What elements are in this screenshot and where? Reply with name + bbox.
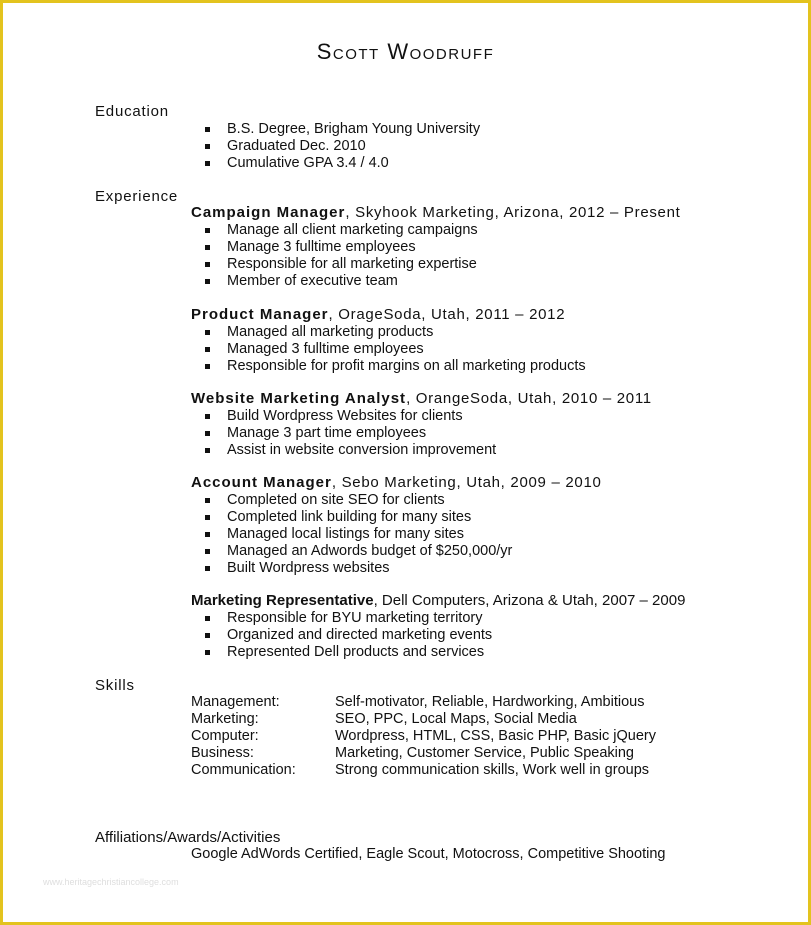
list-item: Manage 3 part time employees bbox=[203, 425, 496, 442]
list-item: B.S. Degree, Brigham Young University bbox=[203, 121, 480, 138]
bullet-icon bbox=[205, 616, 210, 621]
skill-category: Computer: bbox=[191, 728, 259, 744]
job-title-account-manager: Account Manager, Sebo Marketing, Utah, 2009 – 2010 bbox=[191, 474, 602, 491]
job-bullets bbox=[203, 492, 512, 577]
bullet-icon bbox=[205, 262, 210, 267]
skill-row bbox=[191, 694, 656, 711]
bullet-icon bbox=[205, 144, 210, 149]
bullet-icon bbox=[205, 330, 210, 335]
bullet-icon bbox=[205, 364, 210, 369]
bullet-icon bbox=[205, 515, 210, 520]
bullet-icon bbox=[205, 498, 210, 503]
job-bullets bbox=[203, 324, 586, 375]
list-item: Manage 3 fulltime employees bbox=[203, 239, 478, 256]
bullet-icon bbox=[205, 650, 210, 655]
list-item: Responsible for BYU marketing territory bbox=[203, 610, 492, 627]
skill-items: Marketing, Customer Service, Public Speaking bbox=[335, 745, 634, 761]
list-item: Managed an Adwords budget of $250,000/yr bbox=[203, 543, 512, 560]
skills-table bbox=[191, 694, 656, 779]
list-item: Cumulative GPA 3.4 / 4.0 bbox=[203, 155, 480, 172]
list-item: Graduated Dec. 2010 bbox=[203, 138, 480, 155]
list-item: Member of executive team bbox=[203, 273, 478, 290]
skill-row bbox=[191, 762, 656, 779]
job-title-product-manager: Product Manager, OrageSoda, Utah, 2011 – 2012 bbox=[191, 306, 566, 323]
job-title-marketing-representative: Marketing Representative, Dell Computers, Arizona & Utah, 2007 – 2009 bbox=[191, 592, 686, 609]
job-bullets bbox=[203, 408, 496, 459]
job-bullets bbox=[203, 610, 492, 661]
section-heading-education: Education bbox=[95, 103, 169, 120]
job-bullets bbox=[203, 222, 478, 290]
bullet-icon bbox=[205, 161, 210, 166]
bullet-icon bbox=[205, 127, 210, 132]
job-title-website-marketing-analyst: Website Marketing Analyst, OrangeSoda, Utah, 2010 – 2011 bbox=[191, 390, 652, 407]
skill-items: SEO, PPC, Local Maps, Social Media bbox=[335, 711, 577, 727]
list-item: Organized and directed marketing events bbox=[203, 627, 492, 644]
bullet-icon bbox=[205, 228, 210, 233]
list-item: Managed local listings for many sites bbox=[203, 526, 512, 543]
list-item: Assist in website conversion improvement bbox=[203, 442, 496, 459]
skill-row bbox=[191, 728, 656, 745]
skill-category: Management: bbox=[191, 694, 280, 710]
bullet-icon bbox=[205, 414, 210, 419]
bullet-icon bbox=[205, 448, 210, 453]
skill-items: Self-motivator, Reliable, Hardworking, Ambitious bbox=[335, 694, 645, 710]
resume-name: Scott Woodruff bbox=[316, 39, 495, 64]
education-list bbox=[203, 121, 480, 172]
skill-category: Marketing: bbox=[191, 711, 259, 727]
bullet-icon bbox=[205, 532, 210, 537]
skill-category: Communication: bbox=[191, 762, 296, 778]
bullet-icon bbox=[205, 633, 210, 638]
bullet-icon bbox=[205, 549, 210, 554]
list-item: Manage all client marketing campaigns bbox=[203, 222, 478, 239]
section-heading-skills: Skills bbox=[95, 677, 135, 694]
skill-row bbox=[191, 711, 656, 728]
watermark-text: www.heritagechristiancollege.com bbox=[43, 877, 179, 887]
list-item: Responsible for all marketing expertise bbox=[203, 256, 478, 273]
list-item: Build Wordpress Websites for clients bbox=[203, 408, 496, 425]
section-heading-affiliations: Affiliations/Awards/Activities bbox=[95, 829, 281, 846]
skill-items: Strong communication skills, Work well in groups bbox=[335, 762, 650, 778]
list-item: Represented Dell products and services bbox=[203, 644, 492, 661]
list-item: Completed on site SEO for clients bbox=[203, 492, 512, 509]
job-title-campaign-manager: Campaign Manager, Skyhook Marketing, Arizona, 2012 – Present bbox=[191, 204, 681, 221]
list-item: Managed all marketing products bbox=[203, 324, 586, 341]
affiliations-text: Google AdWords Certified, Eagle Scout, Motocross, Competitive Shooting bbox=[191, 846, 666, 862]
skill-row bbox=[191, 745, 656, 762]
list-item: Built Wordpress websites bbox=[203, 560, 512, 577]
list-item: Managed 3 fulltime employees bbox=[203, 341, 586, 358]
skill-category: Business: bbox=[191, 745, 254, 761]
bullet-icon bbox=[205, 279, 210, 284]
skill-items: Wordpress, HTML, CSS, Basic PHP, Basic jQuery bbox=[335, 728, 656, 744]
list-item: Responsible for profit margins on all marketing products bbox=[203, 358, 586, 375]
bullet-icon bbox=[205, 245, 210, 250]
bullet-icon bbox=[205, 566, 210, 571]
list-item: Completed link building for many sites bbox=[203, 509, 512, 526]
bullet-icon bbox=[205, 431, 210, 436]
section-heading-experience: Experience bbox=[95, 188, 179, 205]
bullet-icon bbox=[205, 347, 210, 352]
